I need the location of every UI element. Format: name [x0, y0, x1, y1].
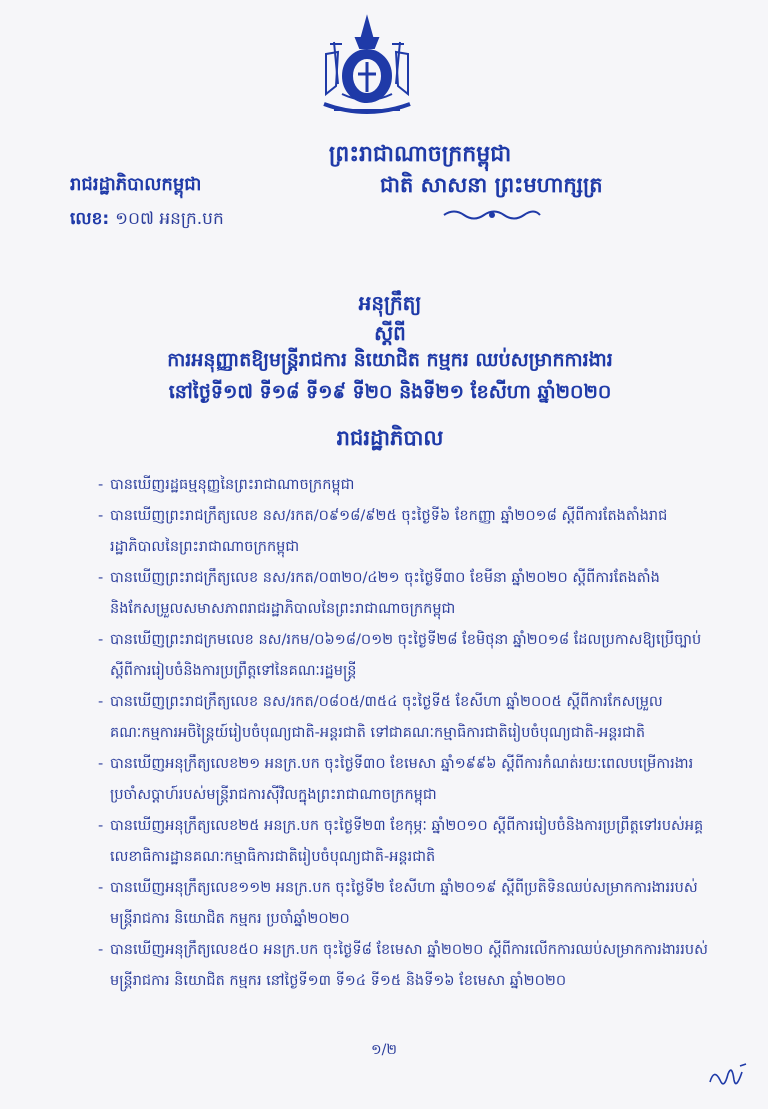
- preamble-item: - បានឃើញអនុក្រឹត្យលេខ២៥ អនក្រ.បក ចុះថ្ងៃទី២៣ ខែកុម្ភៈ ឆ្នាំ២០១០ ស្តីពីការរៀបចំនិងការប្រព្រឹត្តទៅរបស់អគ្គលេខាធិការដ្ឋានគណៈកម្មាធិការជាតិរៀបចំបុណ្យជាតិ-អន្តរជាតិ: [98, 818, 704, 865]
- preamble-item: - បានឃើញអនុក្រឹត្យលេខ២១ អនក្រ.បក ចុះថ្ងៃទី៣០ ខែមេសា ឆ្នាំ១៩៩៦ ស្តីពីការកំណត់រយៈពេលបម្រើការងារប្រចាំសប្តាហ៍របស់មន្ត្រីរាជការស៊ីវិលក្នុងព្រះរាជាណាចក្រកម្ពុជា: [98, 756, 694, 803]
- preamble-list: [98, 470, 718, 997]
- preamble-text: បានឃើញព្រះរាជក្រឹត្យលេខ នស/រកត/០៨០៥/៣៥៤ ចុះថ្ងៃទី៥ ខែសីហា ឆ្នាំ២០០៥ ស្តីពីការកែសម្រួលគណៈកម្មការអចិន្ត្រៃយ៍រៀបចំបុណ្យជាតិ-អន្តរជាតិ ទៅជាគណៈកម្មាធិការជាតិរៀបចំបុណ្យជាតិ-អន្តរជាតិ: [110, 694, 663, 741]
- handwritten-initials-signature: [706, 1060, 752, 1094]
- reference-number: [70, 208, 224, 233]
- kingdom-name: ព្រះរាជាណាចក្រកម្ពុជា: [328, 142, 512, 167]
- preamble-item: - បានឃើញព្រះរាជក្រមលេខ នស/រកម/០៦១៨/០១២ ចុះថ្ងៃទី២៨ ខែមិថុនា ឆ្នាំ២០១៨ ដែលប្រកាសឱ្យប្រើច្បាប់ស្តីពីការរៀបចំនិងការប្រព្រឹត្តទៅនៃគណៈរដ្ឋមន្ត្រី: [98, 632, 702, 679]
- issuing-body: រាជរដ្ឋាភិបាលកម្ពុជា: [70, 174, 202, 195]
- national-motto: ជាតិ សាសនា ព្រះមហាក្សត្រ: [380, 173, 603, 197]
- preamble-text: បានឃើញព្រះរាជក្រមលេខ នស/រកម/០៦១៨/០១២ ចុះថ្ងៃទី២៨ ខែមិថុនា ឆ្នាំ២០១៨ ដែលប្រកាសឱ្យប្រើច្បាប់ស្តីពីការរៀបចំនិងការប្រព្រឹត្តទៅនៃគណៈរដ្ឋមន្ត្រី: [110, 632, 702, 679]
- preamble-text: បានឃើញរដ្ឋធម្មនុញ្ញនៃព្រះរាជាណាចក្រកម្ពុជា: [110, 477, 355, 493]
- royal-coat-of-arms-emblem: [312, 14, 422, 126]
- preamble-text: បានឃើញព្រះរាជក្រឹត្យលេខ នស/រកត/០៣២០/៤២១ ចុះថ្ងៃទី៣០ ខែមីនា ឆ្នាំ២០២០ ស្តីពីការតែងតាំងនិងកែសម្រួលសមាសភាពរាជរដ្ឋាភិបាលនៃព្រះរាជាណាចក្រកម្ពុជា: [110, 570, 660, 617]
- preamble-text: បានឃើញអនុក្រឹត្យលេខ៥០ អនក្រ.បក ចុះថ្ងៃទី៨ ខែមេសា ឆ្នាំ២០២០ ស្តីពីការលើកការឈប់សម្រាកការងាររបស់មន្ត្រីរាជការ និយោជិត កម្មករ នៅថ្ងៃទី១៣ ទី១៤ ទី១៥ និងទី១៦ ខែមេសា ឆ្នាំ២០២០: [110, 942, 708, 989]
- preamble-item: - បានឃើញព្រះរាជក្រឹត្យលេខ នស/រកត/០៩១៨/៩២៥ ចុះថ្ងៃទី៦ ខែកញ្ញា ឆ្នាំ២០១៨ ស្តីពីការតែងតាំងរាជរដ្ឋាភិបាលនៃព្រះរាជាណាចក្រកម្ពុជា: [98, 508, 668, 555]
- preamble-item: - បានឃើញព្រះរាជក្រឹត្យលេខ នស/រកត/០៣២០/៤២១ ចុះថ្ងៃទី៣០ ខែមីនា ឆ្នាំ២០២០ ស្តីពីការតែងតាំងនិងកែសម្រួលសមាសភាពរាជរដ្ឋាភិបាលនៃព្រះរាជាណាចក្រកម្ពុជា: [98, 570, 660, 617]
- preamble-item: - បានឃើញរដ្ឋធម្មនុញ្ញនៃព្រះរាជាណាចក្រកម្ពុជា: [98, 477, 355, 493]
- decree-title: [60, 290, 720, 412]
- title-dates: នៅថ្ងៃទី១៧ ទី១៨ ទី១៩ ទី២០ និងទី២១ ខែសីហា ឆ្នាំ២០២០: [168, 381, 612, 403]
- ornament-divider-icon: [442, 208, 542, 222]
- preamble-text: បានឃើញអនុក្រឹត្យលេខ១១២ អនក្រ.បក ចុះថ្ងៃទី២ ខែសីហា ឆ្នាំ២០១៩ ស្តីពីប្រតិទិនឈប់សម្រាកការងាររបស់មន្ត្រីរាជការ និយោជិត កម្មករ ប្រចាំឆ្នាំ២០២០: [110, 880, 698, 927]
- issuer-heading: រាជរដ្ឋាភិបាល: [336, 426, 444, 450]
- title-subject: ការអនុញ្ញាតឱ្យមន្ត្រីរាជការ និយោជិត កម្មករ ឈប់សម្រាកការងារ: [167, 349, 613, 371]
- preamble-text: បានឃើញអនុក្រឹត្យលេខ២១ អនក្រ.បក ចុះថ្ងៃទី៣០ ខែមេសា ឆ្នាំ១៩៩៦ ស្តីពីការកំណត់រយៈពេលបម្រើការងារប្រចាំសប្តាហ៍របស់មន្ត្រីរាជការស៊ីវិលក្នុងព្រះរាជាណាចក្រកម្ពុជា: [110, 756, 694, 803]
- reference-value: ១០៧ អនក្រ.បក: [115, 209, 224, 229]
- preamble-text: បានឃើញអនុក្រឹត្យលេខ២៥ អនក្រ.បក ចុះថ្ងៃទី២៣ ខែកុម្ភៈ ឆ្នាំ២០១០ ស្តីពីការរៀបចំនិងការប្រព្រឹត្តទៅរបស់អគ្គលេខាធិការដ្ឋានគណៈកម្មាធិការជាតិរៀបចំបុណ្យជាតិ-អន្តរជាតិ: [110, 818, 704, 865]
- document-type: អនុក្រឹត្យ: [358, 291, 422, 315]
- reference-label: លេខ:: [70, 209, 110, 229]
- preamble-text: បានឃើញព្រះរាជក្រឹត្យលេខ នស/រកត/០៩១៨/៩២៥ ចុះថ្ងៃទី៦ ខែកញ្ញា ឆ្នាំ២០១៨ ស្តីពីការតែងតាំងរាជរដ្ឋាភិបាលនៃព្រះរាជាណាចក្រកម្ពុជា: [110, 508, 668, 555]
- preamble-item: - បានឃើញអនុក្រឹត្យលេខ១១២ អនក្រ.បក ចុះថ្ងៃទី២ ខែសីហា ឆ្នាំ២០១៩ ស្តីពីប្រតិទិនឈប់សម្រាកការងាររបស់មន្ត្រីរាជការ និយោជិត កម្មករ ប្រចាំឆ្នាំ២០២០: [98, 880, 698, 927]
- title-on: ស្តីពី: [374, 321, 406, 345]
- preamble-item: - បានឃើញព្រះរាជក្រឹត្យលេខ នស/រកត/០៨០៥/៣៥៤ ចុះថ្ងៃទី៥ ខែសីហា ឆ្នាំ២០០៥ ស្តីពីការកែសម្រួលគណៈកម្មការអចិន្ត្រៃយ៍រៀបចំបុណ្យជាតិ-អន្តរជាតិ ទៅជាគណៈកម្មាធិការជាតិរៀបចំបុណ្យជាតិ-អន្តរជាតិ: [98, 694, 663, 741]
- page-number: ១/២: [371, 1042, 397, 1058]
- preamble-item: - បានឃើញអនុក្រឹត្យលេខ៥០ អនក្រ.បក ចុះថ្ងៃទី៨ ខែមេសា ឆ្នាំ២០២០ ស្តីពីការលើកការឈប់សម្រាកការងាររបស់មន្ត្រីរាជការ និយោជិត កម្មករ នៅថ្ងៃទី១៣ ទី១៤ ទី១៥ និងទី១៦ ខែមេសា ឆ្នាំ២០២០: [98, 942, 708, 989]
